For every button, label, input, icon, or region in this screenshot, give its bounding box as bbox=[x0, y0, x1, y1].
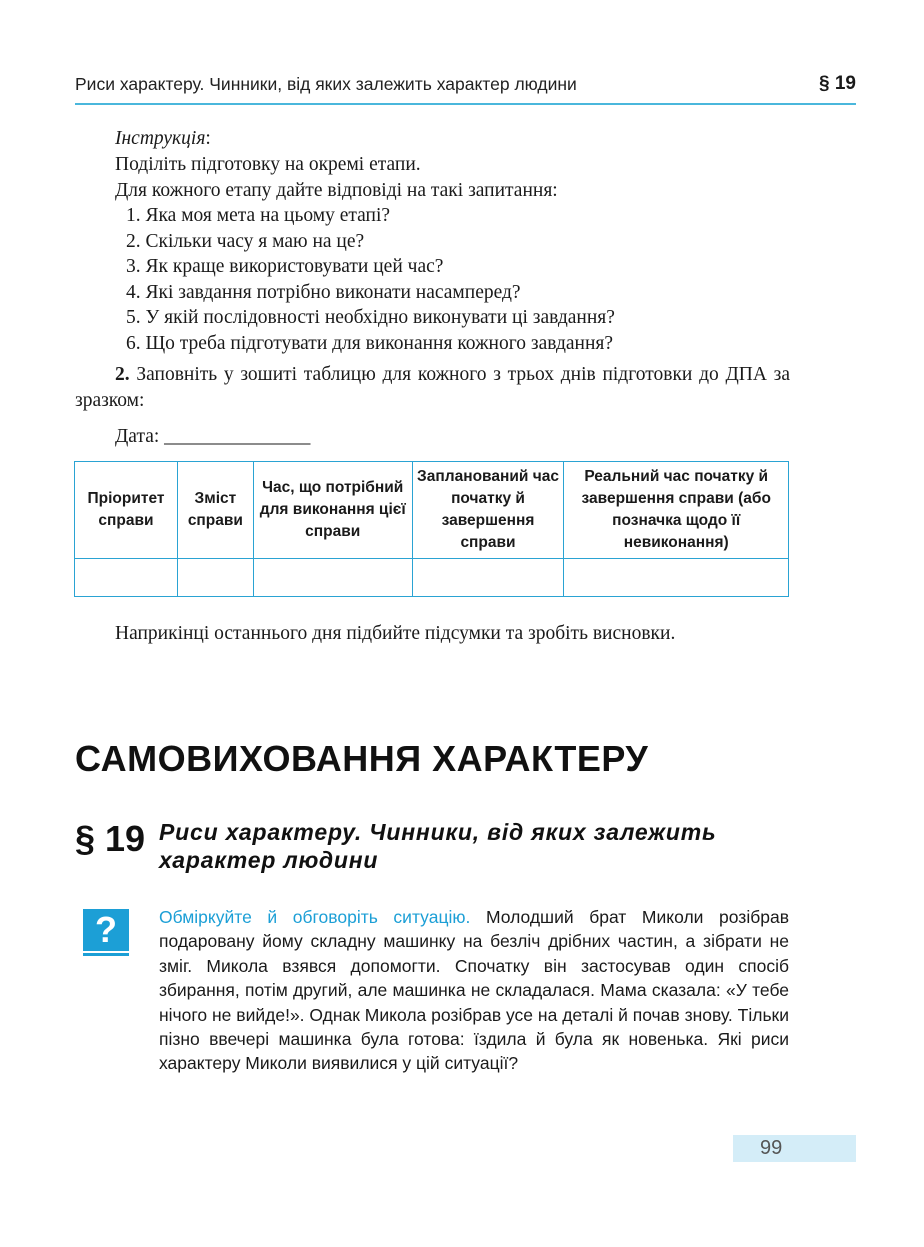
section-mark: § 19 bbox=[819, 73, 856, 94]
question-item: 6. Що треба підготувати для виконання кожного завдання? bbox=[126, 333, 614, 354]
paragraph-number: § 19 bbox=[75, 818, 146, 859]
task-text: Заповніть у зошиті таблицю для кожного з трьох днів підготовки до ДПА за зразком: bbox=[75, 364, 790, 411]
header-rule bbox=[75, 103, 856, 105]
instructions-title: Інструкція: bbox=[115, 128, 211, 149]
table-cell bbox=[75, 559, 178, 597]
page-number-box bbox=[733, 1135, 856, 1162]
question-item: 1. Яка моя мета на цьому етапі? bbox=[126, 205, 391, 226]
running-title: Риси характеру. Чинники, від яких залежить характер людини bbox=[75, 74, 577, 94]
question-item: 3. Як краще використовувати цей час? bbox=[126, 256, 444, 277]
task-number: 2. bbox=[115, 364, 130, 385]
table-row bbox=[75, 559, 789, 597]
discussion-text bbox=[159, 905, 789, 1076]
question-icon-underline bbox=[83, 953, 129, 956]
table-cell bbox=[253, 559, 412, 597]
col-time-needed: Час, що потрібний для виконання цієї справи bbox=[253, 462, 412, 559]
page-number: 99 bbox=[760, 1137, 783, 1159]
question-item: 4. Які завдання потрібно виконати насамперед? bbox=[126, 282, 521, 303]
paragraph-title: Риси характеру. Чинники, від яких залежить характер людини bbox=[159, 819, 717, 873]
section-heading: САМОВИХОВАННЯ ХАРАКТЕРУ bbox=[75, 738, 649, 779]
instructions-line-2: Для кожного етапу дайте відповіді на такі запитання: bbox=[115, 180, 558, 201]
discussion-lead: Обміркуйте й обговоріть ситуацію. bbox=[159, 907, 471, 927]
question-icon: ? bbox=[83, 909, 129, 951]
table-cell bbox=[564, 559, 789, 597]
col-priority: Пріоритет справи bbox=[75, 462, 178, 559]
table-cell bbox=[412, 559, 564, 597]
question-item: 5. У якій послідовності необхідно виконувати ці завдання? bbox=[126, 307, 615, 328]
task-2 bbox=[75, 362, 790, 413]
question-item: 2. Скільки часу я маю на це? bbox=[126, 231, 365, 252]
col-content: Зміст справи bbox=[177, 462, 253, 559]
conclusion-text: Наприкінці останнього дня підбийте підсумки та зробіть висновки. bbox=[115, 623, 676, 644]
planning-table bbox=[74, 461, 789, 597]
col-planned-time: Запланований час початку й завершення справи bbox=[412, 462, 564, 559]
instructions-line-1: Поділіть підготовку на окремі етапи. bbox=[115, 154, 421, 175]
date-line: Дата: _______________ bbox=[115, 426, 311, 447]
table-cell bbox=[177, 559, 253, 597]
discussion-body: Молодший брат Миколи розібрав подаровану йому складну машинку на безліч дрібних частин, а зібрати не зміг. Микола взявся допомогти. Спочатку він застосував один спосіб збирання, потім другий, але машинка не складалася. Мама сказала: «У тебе нічого не вийде!». Однак Микола розібрав усе на деталі й почав знову. Тільки пізно ввечері машинка була готова: їздила й була як новенька. Які риси характеру Миколи виявилися у цій ситуації? bbox=[159, 907, 789, 1074]
col-real-time: Реальний час початку й завершення справи (або позначка щодо її невиконання) bbox=[564, 462, 789, 559]
table-header-row bbox=[75, 462, 789, 559]
